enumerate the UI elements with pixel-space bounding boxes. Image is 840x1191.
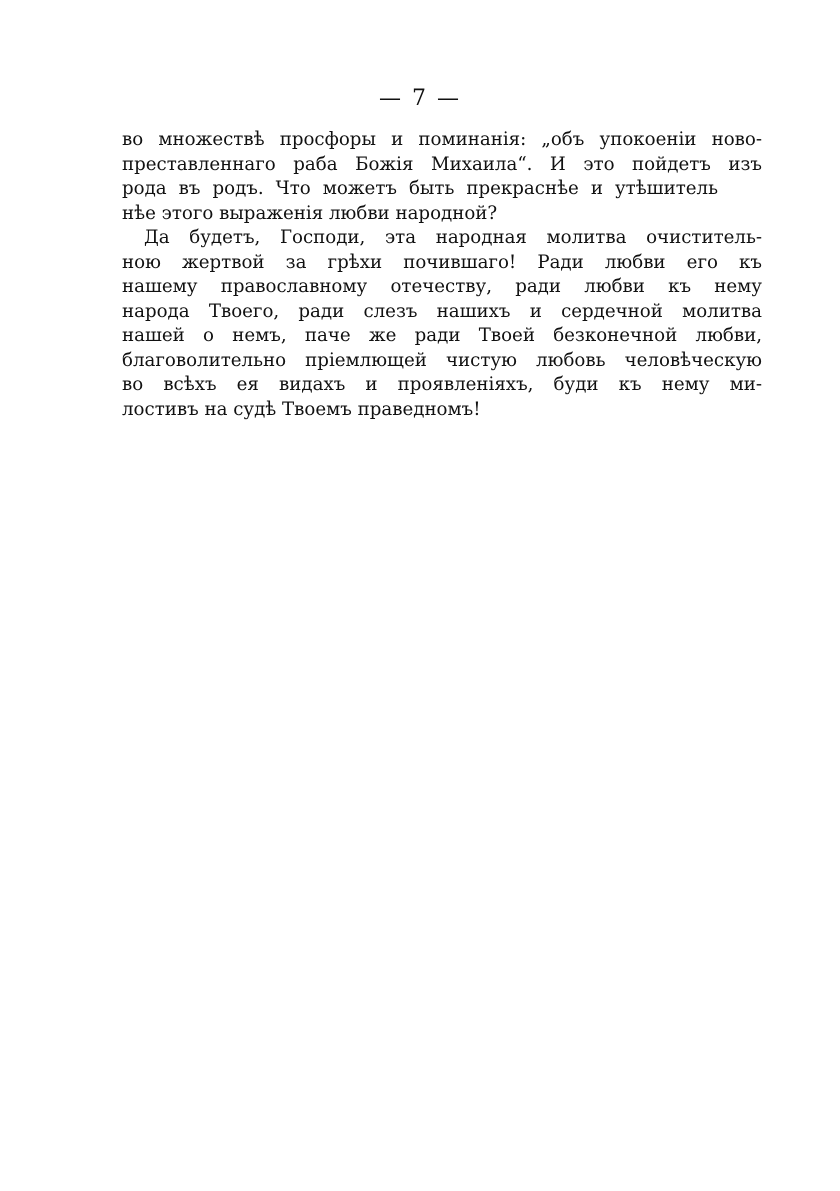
text-line: нашей о немъ, паче же ради Твоей безконечной любви, xyxy=(122,325,762,346)
text-line: во всѣхъ ея видахъ и проявленіяхъ, буди къ нему ми- xyxy=(122,374,762,395)
text-line: ною жертвой за грѣхи почившаго! Ради любви его къ xyxy=(122,251,762,273)
text-line: рода въ родъ. Что можетъ быть прекраснѣе и утѣшитель xyxy=(122,178,718,199)
body-text xyxy=(122,128,762,422)
text-line: нѣе этого выраженія любви народной? xyxy=(122,202,498,224)
text-line: лостивъ на судѣ Твоемъ праведномъ! xyxy=(122,398,481,420)
text-line: народа Твоего, ради слезъ нашихъ и сердечной молитва xyxy=(122,300,762,322)
page-number: — 7 — xyxy=(379,86,461,111)
text-line: благоволительно пріемлющей чистую любовь человѣческую xyxy=(122,349,762,371)
text-line: преставленнаго раба Божія Михаила“. И это пойдетъ изъ xyxy=(122,153,762,175)
text-line: Да будетъ, Господи, эта народная молитва очиститель- xyxy=(144,227,762,248)
text-line: нашему православному отечеству, ради любви къ нему xyxy=(122,276,762,297)
text-line: во множествѣ просфоры и поминанія: „объ упокоеніи ново- xyxy=(122,129,762,150)
